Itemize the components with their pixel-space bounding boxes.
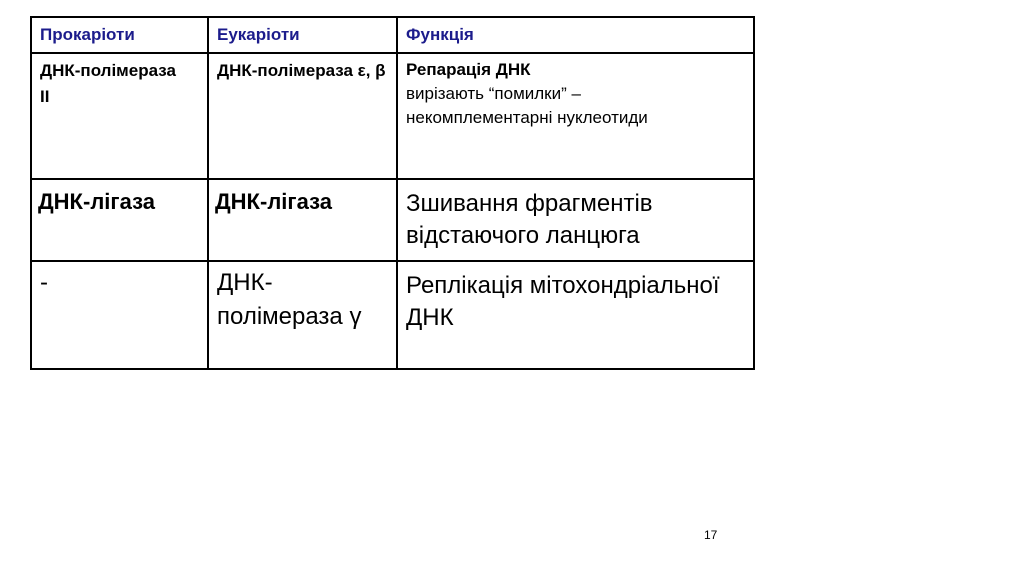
cell-function xyxy=(397,53,754,179)
cell-prokaryotes: - xyxy=(31,261,208,369)
cell-eukaryotes: ДНК-полімераза ε, β xyxy=(208,53,397,179)
page-number: 17 xyxy=(704,528,718,542)
cell-prokaryotes: ДНК-полімераза ІІ xyxy=(31,53,208,179)
header-eukaryotes: Еукаріоти xyxy=(208,17,397,53)
table-header-row xyxy=(31,17,754,53)
cell-prokaryotes: ДНК-лігаза xyxy=(31,179,208,261)
table-row xyxy=(31,179,754,261)
table-row xyxy=(31,53,754,179)
header-function: Функція xyxy=(397,17,754,53)
header-prokaryotes: Прокаріоти xyxy=(31,17,208,53)
cell-eukaryotes: ДНК-полімераза γ xyxy=(208,261,397,369)
function-text: вирізають “помилки” – некомплементарні нуклеотиди xyxy=(406,84,648,127)
table-row xyxy=(31,261,754,369)
cell-eukaryotes: ДНК-лігаза xyxy=(208,179,397,261)
function-title: Репарація ДНК xyxy=(406,60,531,79)
enzymes-table xyxy=(30,16,755,370)
cell-function: Реплікація мітохондріальної ДНК xyxy=(397,261,754,369)
cell-function: Зшивання фрагментів відстаючого ланцюга xyxy=(397,179,754,261)
